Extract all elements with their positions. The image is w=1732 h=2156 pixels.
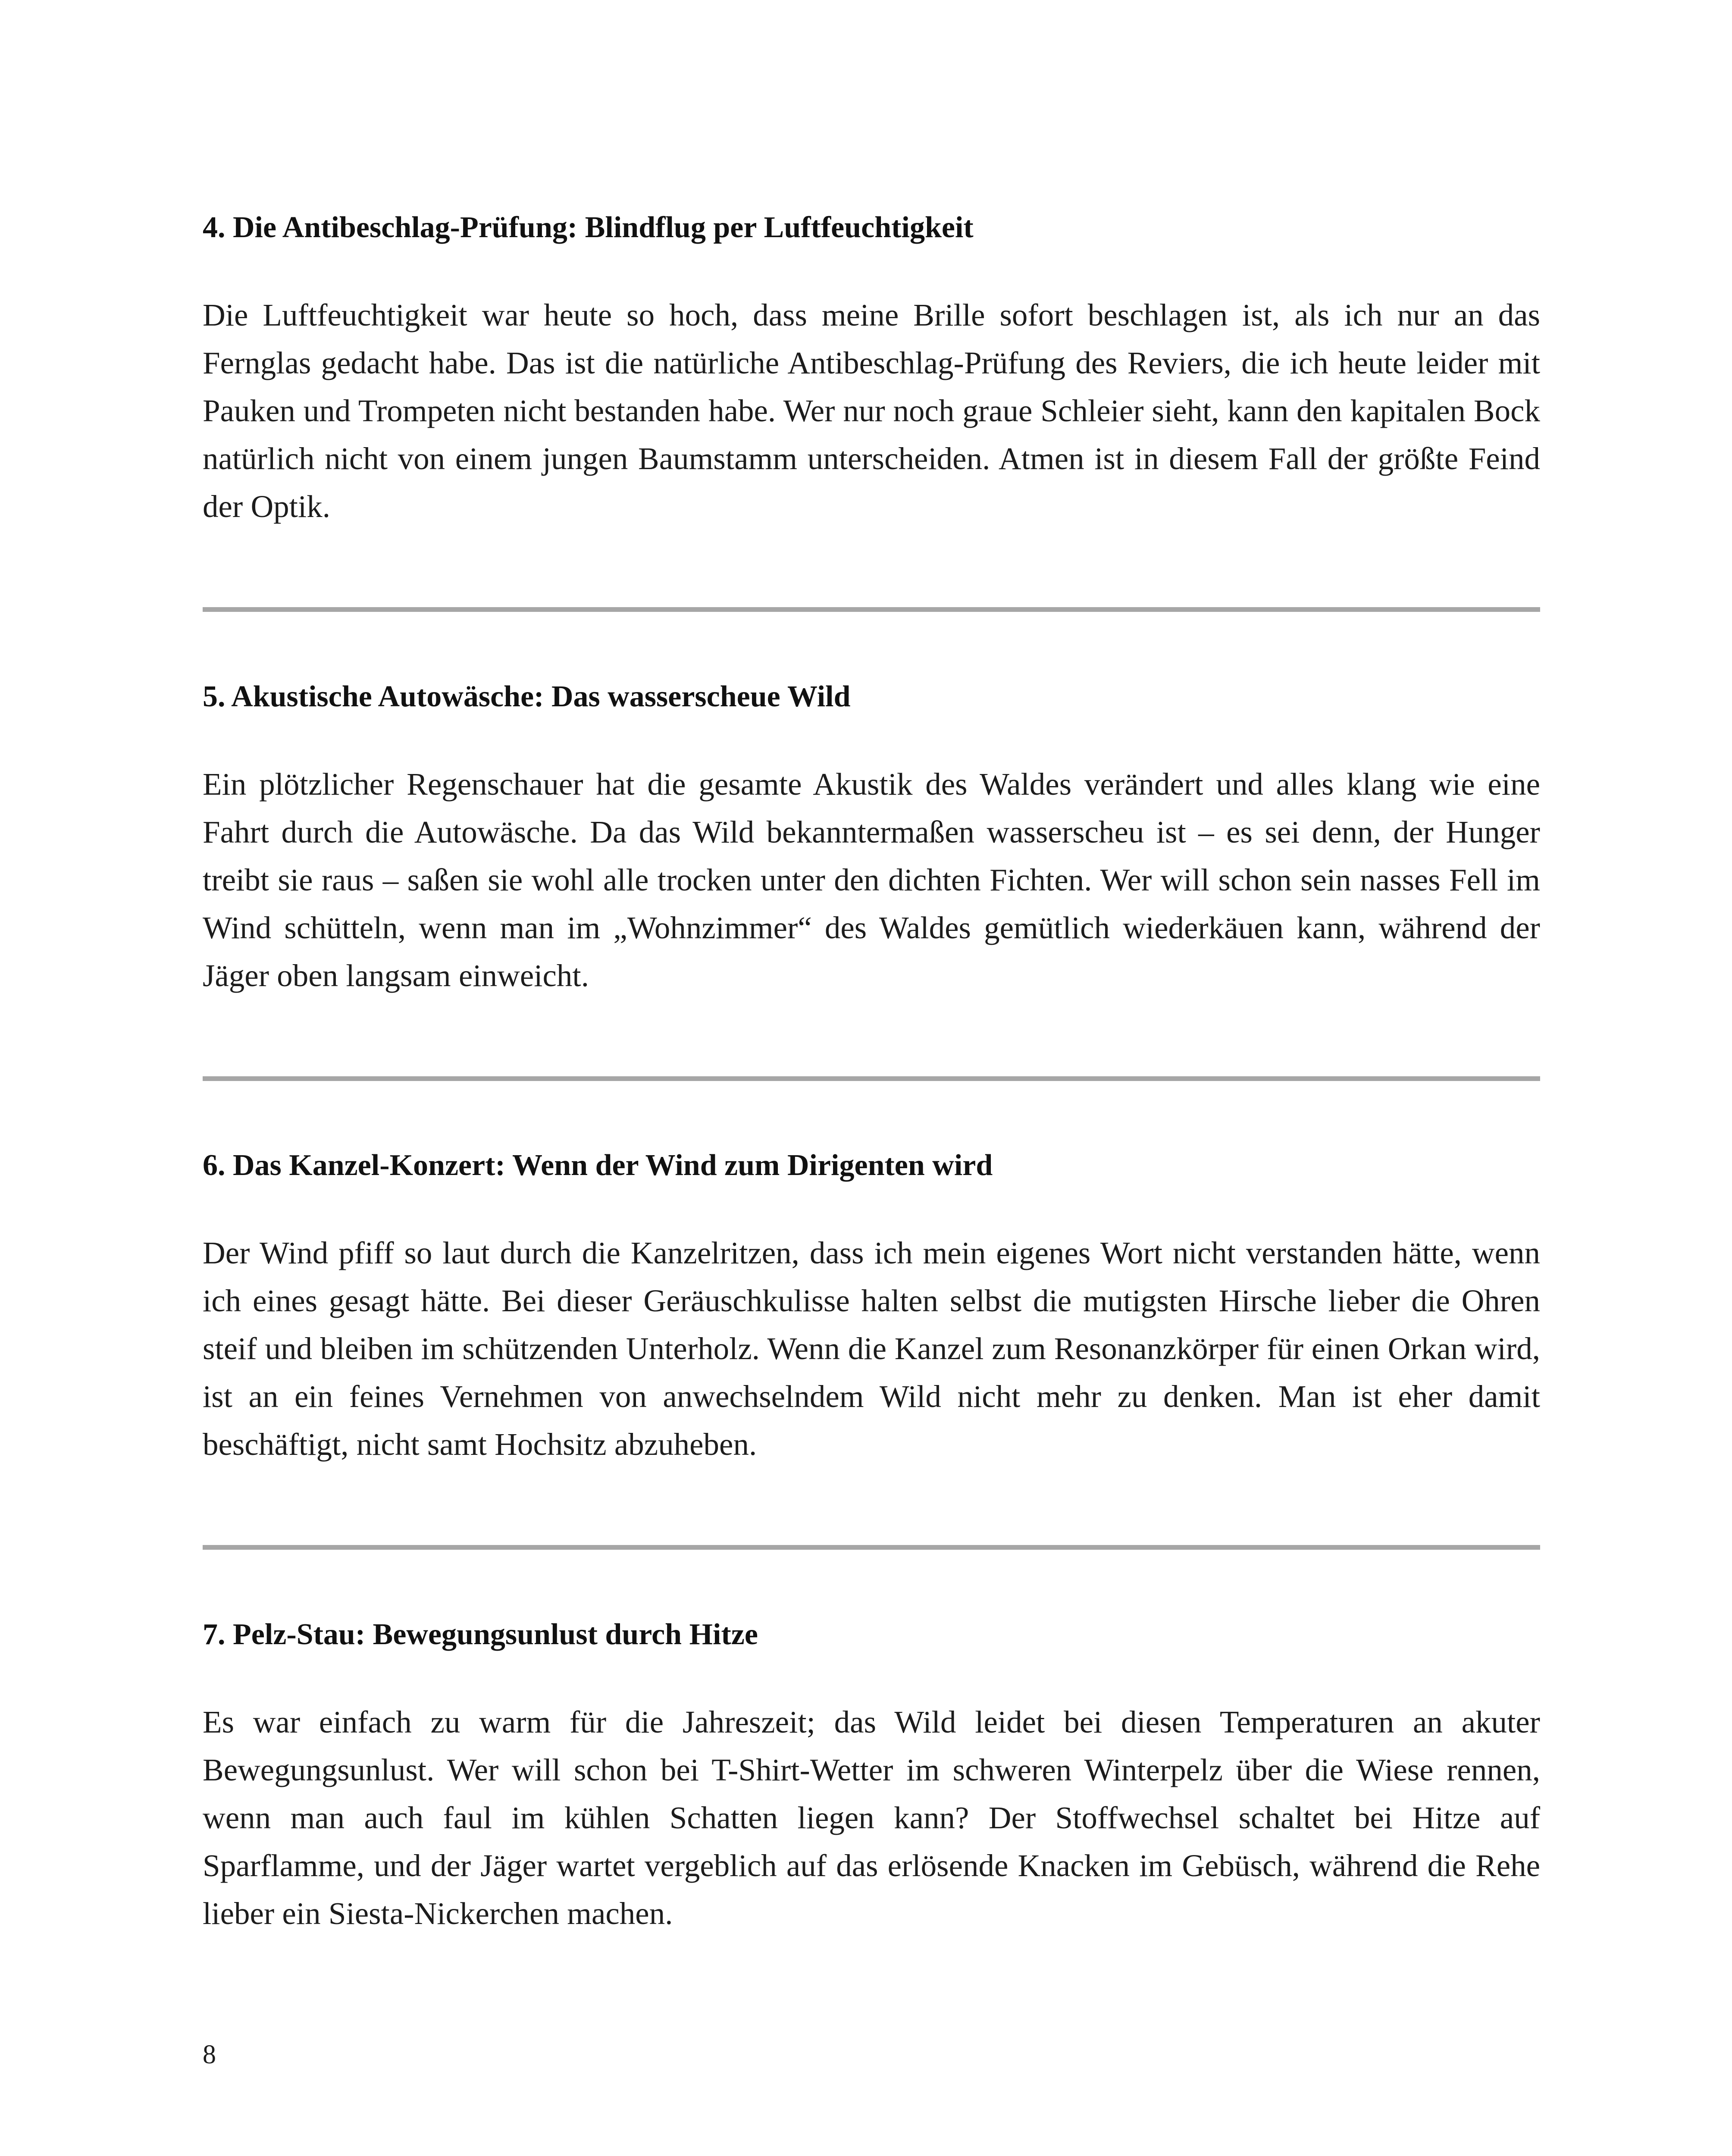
section-paragraph: Der Wind pfiff so laut durch die Kanzelritzen, dass ich mein eigenes Wort nicht verstanden hätte, wenn ich eines gesagt hätte. Bei dieser Geräuschkulisse halten selbst die mutigsten Hirsche lieber die Ohren steif und bleiben im schützenden Unterholz. Wenn die Kanzel zum Resonanzkörper für einen Orkan wird, ist an ein feines Vernehmen von anwechselndem Wild nicht mehr zu denken. Man ist eher damit beschäftigt, nicht samt Hochsitz abzuheben. <box>203 1235 1540 1462</box>
section-divider <box>203 1545 1540 1550</box>
section-4 <box>203 206 1540 530</box>
section-heading: 5. Akustische Autowäsche: Das wasserscheue Wild <box>203 680 851 713</box>
section-heading: 7. Pelz-Stau: Bewegungsunlust durch Hitze <box>203 1618 758 1651</box>
section-heading: 4. Die Antibeschlag-Prüfung: Blindflug per Luftfeuchtigkeit <box>203 211 974 244</box>
section-paragraph: Ein plötzlicher Regenschauer hat die gesamte Akustik des Waldes verändert und alles klang wie eine Fahrt durch die Autowäsche. Da das Wild bekanntermaßen wasserscheu ist – es sei denn, der Hunger treibt sie raus – saßen sie wohl alle trocken unter den dichten Fichten. Wer will schon sein nasses Fell im Wind schütteln, wenn man im „Wohnzimmer“ des Waldes gemütlich wiederkäuen kann, während der Jäger oben langsam einweicht. <box>203 767 1540 993</box>
section-6 <box>203 1144 1540 1468</box>
section-5 <box>203 675 1540 1000</box>
section-divider <box>203 1076 1540 1081</box>
section-7 <box>203 1613 1540 1937</box>
document-page <box>203 0 1540 2156</box>
section-paragraph: Es war einfach zu warm für die Jahreszeit; das Wild leidet bei diesen Temperaturen an akuter Bewegungsunlust. Wer will schon bei T-Shirt-Wetter im schweren Winterpelz über die Wiese rennen, wenn man auch faul im kühlen Schatten liegen kann? Der Stoffwechsel schaltet bei Hitze auf Sparflamme, und der Jäger wartet vergeblich auf das erlösende Knacken im Gebüsch, während die Rehe lieber ein Siesta-Nickerchen machen. <box>203 1705 1540 1931</box>
page-number: 8 <box>203 2040 216 2069</box>
section-heading: 6. Das Kanzel-Konzert: Wenn der Wind zum Dirigenten wird <box>203 1149 993 1182</box>
section-divider <box>203 607 1540 612</box>
section-paragraph: Die Luftfeuchtigkeit war heute so hoch, dass meine Brille sofort beschlagen ist, als ich nur an das Fernglas gedacht habe. Das ist die natürliche Antibeschlag-Prüfung des Reviers, die ich heute leider mit Pauken und Trompeten nicht bestanden habe. Wer nur noch graue Schleier sieht, kann den kapitalen Bock natürlich nicht von einem jungen Baumstamm unterscheiden. Atmen ist in diesem Fall der größte Feind der Optik. <box>203 298 1540 524</box>
